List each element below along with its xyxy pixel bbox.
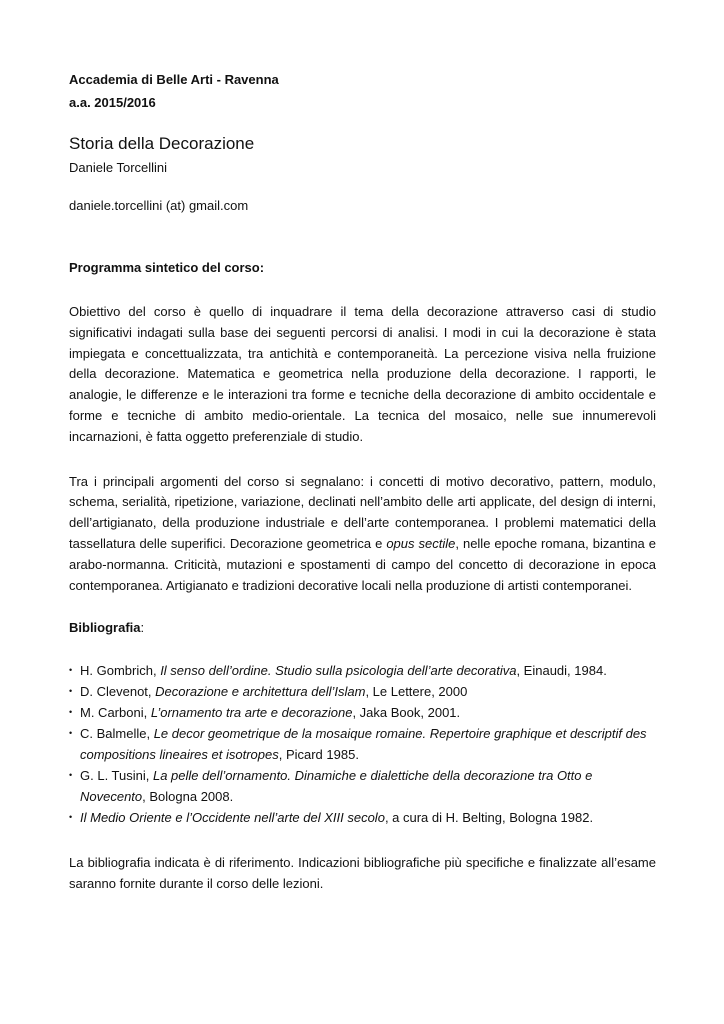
bullet-icon: • (69, 812, 73, 823)
bibliography-heading-label: Bibliografia (69, 620, 141, 636)
academic-year: a.a. 2015/2016 (69, 95, 156, 110)
institution-name: Accademia di Belle Arti - Ravenna (69, 72, 279, 87)
bibliography-item (69, 681, 656, 702)
program-paragraph-1: Obiettivo del corso è quello di inquadrare il tema della decorazione attraverso casi di studio significativi indagati sulla base dei seguenti percorsi di analisi. I modi in cui la decorazione è stata impiegata e concettualizzata, tra antichità e contemporaneità. La percezione visiva nella fruizione della decorazione. Matematica e geometrica nella produzione della decorazione. I rapporti, le analogie, le differenze e le interazioni tra forme e tecniche della decorazione di ambito occidentale e forme e tecniche di ambito medio-orientale. La tecnica del mosaico, nelle sue innumerevoli incarnazioni, è fatta oggetto preferenziale di studio. (69, 304, 656, 444)
paragraph-2-text-a: Tra i principali argomenti del corso si segnalano: i concetti di motivo decorativo, pattern, modulo, schema, serialità, ripetizione, variazione, declinati nell’ambito delle arti applicate, del design di interni, dell’artigianato, della produzione industriale e dell’arte contemporanea. I problemi matematici della tassellatura delle superifici. Decorazione geometrica e (69, 473, 656, 551)
bullet-icon: • (69, 728, 73, 739)
bibliography-item (69, 723, 656, 765)
bibliography-item (69, 807, 656, 828)
bib-title: L’ornamento tra arte e decorazione (150, 705, 353, 721)
bib-publisher: , Einaudi, 1984. (516, 663, 607, 679)
bib-author: M. Carboni, (80, 705, 151, 721)
bib-author: D. Clevenot, (80, 684, 156, 700)
bib-title: Il senso dell’ordine. Studio sulla psicologia dell’arte decorativa (160, 663, 517, 679)
bib-publisher: , Le Lettere, 2000 (365, 684, 468, 700)
program-paragraph-2 (69, 472, 656, 597)
bullet-icon: • (69, 707, 73, 718)
bib-publisher: , Picard 1985. (278, 747, 359, 763)
bullet-icon: • (69, 770, 73, 781)
bullet-icon: • (69, 686, 73, 697)
bib-author: C. Balmelle, (80, 726, 154, 742)
bib-title: La pelle dell’ornamento. Dinamiche e dialettiche della decorazione tra Otto e Novecento (80, 768, 593, 805)
course-title: Storia della Decorazione (69, 134, 255, 153)
bibliography-item (69, 660, 656, 681)
bib-author: H. Gombrich, (80, 663, 161, 679)
bib-publisher: , Bologna 2008. (142, 789, 234, 805)
bullet-icon: • (69, 665, 73, 676)
bib-author: G. L. Tusini, (80, 768, 153, 784)
bibliography-list (69, 660, 656, 828)
bibliography-item (69, 702, 656, 723)
bibliography-note: La bibliografia indicata è di riferimento. Indicazioni bibliografiche più specifiche e finalizzate all’esame saranno fornite durante il corso delle lezioni. (69, 855, 656, 892)
bib-title: Le decor geometrique de la mosaique romaine. Repertoire graphique et descriptif des compositions lineaires et isotropes (80, 726, 647, 763)
bibliography-item (69, 765, 656, 807)
bib-title: Il Medio Oriente e l’Occidente nell’arte del XIII secolo (80, 810, 385, 826)
paragraph-2-italic: opus sectile (386, 535, 456, 551)
bibliography-heading-colon: : (140, 620, 145, 636)
bib-publisher: , Jaka Book, 2001. (352, 705, 461, 721)
instructor-email: daniele.torcellini (at) gmail.com (69, 198, 249, 213)
bib-publisher: , a cura di H. Belting, Bologna 1982. (384, 810, 594, 826)
bibliography-heading (69, 618, 656, 638)
program-heading: Programma sintetico del corso: (69, 260, 265, 275)
document-page (69, 68, 656, 894)
paragraph-2-text-b: , nelle epoche romana, bizantina e arabo-normanna. Criticità, mutazioni e spostamenti di campo del concetto di decorazione in epoca contemporanea. Artigianato e tradizioni decorative locali nella produzione di artisti contemporanei. (69, 535, 656, 593)
bib-title: Decorazione e architettura dell’Islam (155, 684, 366, 700)
instructor-name: Daniele Torcellini (69, 160, 168, 175)
